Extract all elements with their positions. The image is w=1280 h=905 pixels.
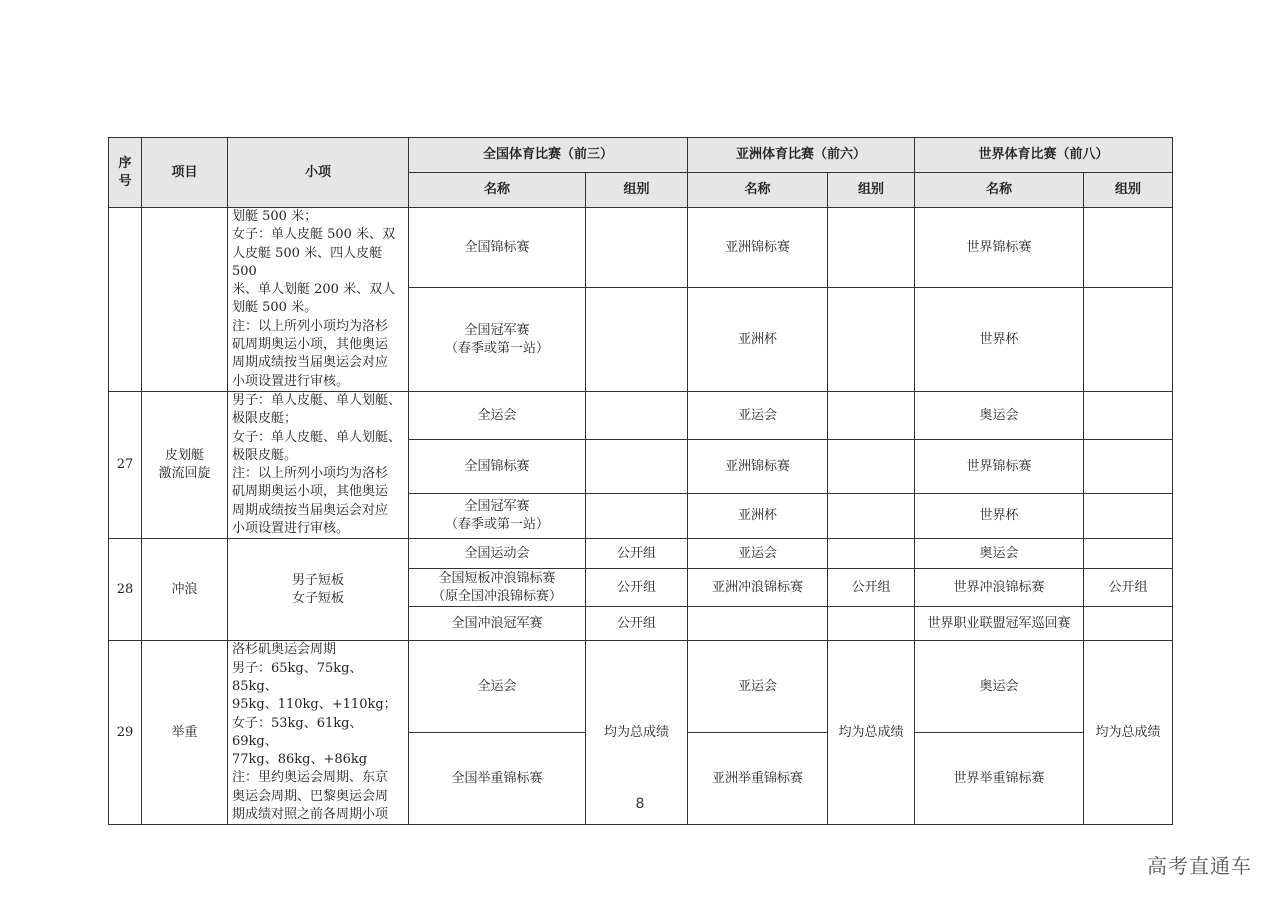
world-group-cell bbox=[1084, 539, 1173, 569]
header-world-group: 组别 bbox=[1084, 173, 1173, 208]
asia-name-cell: 亚洲冲浪锦标赛 bbox=[688, 569, 828, 607]
project-cell: 举重 bbox=[142, 641, 228, 825]
asia-name-cell: 亚洲举重锦标赛 bbox=[688, 732, 828, 825]
world-name-cell: 世界锦标赛 bbox=[915, 208, 1084, 288]
national-name-cell: 全国短板冲浪锦标赛 （原全国冲浪锦标赛） bbox=[409, 569, 586, 607]
world-name-cell: 奥运会 bbox=[915, 539, 1084, 569]
world-name-cell: 世界杯 bbox=[915, 288, 1084, 392]
seq-cell: 28 bbox=[109, 539, 142, 641]
world-group-cell bbox=[1084, 607, 1173, 641]
asia-group-cell bbox=[828, 288, 915, 392]
header-world-name: 名称 bbox=[915, 173, 1084, 208]
world-group-cell bbox=[1084, 208, 1173, 288]
asia-group-cell bbox=[828, 493, 915, 538]
table-row bbox=[109, 539, 1173, 569]
national-group-cell: 公开组 bbox=[586, 607, 688, 641]
national-name-cell: 全国锦标赛 bbox=[409, 208, 586, 288]
sub-text: 男子：单人皮艇、单人划艇、 极限皮艇； 女子：单人皮艇、单人划艇、 极限皮艇。 注：以上所列小项均为洛杉 矶周期奥运小项，其他奥运 周期成绩按当届奥运会对应 小项设置进行审核。 bbox=[232, 392, 402, 537]
national-name-cell: 全国冲浪冠军赛 bbox=[409, 607, 586, 641]
header-national-name: 名称 bbox=[409, 173, 586, 208]
asia-name-cell bbox=[688, 607, 828, 641]
world-name-cell: 奥运会 bbox=[915, 641, 1084, 732]
national-group-cell: 公开组 bbox=[586, 539, 688, 569]
asia-group-cell bbox=[828, 440, 915, 493]
header-asia: 亚洲体育比赛（前六） bbox=[688, 138, 915, 173]
asia-group-cell bbox=[828, 208, 915, 288]
sub-cell: 男子短板 女子短板 bbox=[228, 539, 409, 641]
sub-text: 划艇 500 米； 女子：单人皮艇 500 米、双 人皮艇 500 米、四人皮艇500 米、单人划艇 200 米、双人 划艇 500 米。 注：以上所列小项均为洛杉 矶周期奥运小项，其他奥运 周期成绩按当届奥运会对应 小项设置进行审核。 bbox=[232, 209, 396, 389]
asia-name-cell: 亚洲杯 bbox=[688, 288, 828, 392]
national-group-cell: 公开组 bbox=[586, 569, 688, 607]
national-name-cell: 全国举重锦标赛 bbox=[409, 732, 586, 825]
world-name-cell: 世界锦标赛 bbox=[915, 440, 1084, 493]
asia-name-cell: 亚洲锦标赛 bbox=[688, 440, 828, 493]
header-world: 世界体育比赛（前八） bbox=[915, 138, 1173, 173]
world-name-cell: 奥运会 bbox=[915, 391, 1084, 439]
national-group-cell bbox=[586, 208, 688, 288]
header-national-group: 组别 bbox=[586, 173, 688, 208]
sub-text: 洛杉矶奥运会周期 男子：65kg、75kg、85kg、 95kg、110kg、+110kg； 女子：53kg、61kg、69kg、 77kg、86kg、+86kg 注：里约奥运会周期、东京 奥运会周期、巴黎奥运会周 期成绩对照之前各周期小项 bbox=[232, 642, 397, 823]
world-group-cell bbox=[1084, 440, 1173, 493]
asia-group-cell: 公开组 bbox=[828, 569, 915, 607]
sub-cell bbox=[228, 391, 409, 538]
world-group-cell: 公开组 bbox=[1084, 569, 1173, 607]
project-cell: 皮划艇 激流回旋 bbox=[142, 391, 228, 538]
seq-cell: 27 bbox=[109, 391, 142, 538]
watermark: 高考直通车 bbox=[1147, 854, 1252, 878]
world-group-cell bbox=[1084, 288, 1173, 392]
table-row bbox=[109, 391, 1173, 439]
national-group-cell bbox=[586, 391, 688, 439]
table-row bbox=[109, 208, 1173, 288]
project-cell: 冲浪 bbox=[142, 539, 228, 641]
world-name-cell: 世界杯 bbox=[915, 493, 1084, 538]
seq-cell bbox=[109, 208, 142, 392]
national-group-cell: 均为总成绩 bbox=[586, 641, 688, 825]
world-name-cell: 世界职业联盟冠军巡回赛 bbox=[915, 607, 1084, 641]
national-name-cell: 全国锦标赛 bbox=[409, 440, 586, 493]
world-name-cell: 世界冲浪锦标赛 bbox=[915, 569, 1084, 607]
project-cell bbox=[142, 208, 228, 392]
header-asia-group: 组别 bbox=[828, 173, 915, 208]
national-name-cell: 全运会 bbox=[409, 641, 586, 732]
national-name-cell: 全国冠军赛 （春季或第一站） bbox=[409, 493, 586, 538]
world-group-cell: 均为总成绩 bbox=[1084, 641, 1173, 825]
world-group-cell bbox=[1084, 391, 1173, 439]
sub-cell bbox=[228, 208, 409, 392]
asia-group-cell bbox=[828, 539, 915, 569]
seq-cell: 29 bbox=[109, 641, 142, 825]
national-group-cell bbox=[586, 288, 688, 392]
table-row bbox=[109, 641, 1173, 732]
sports-standards-table bbox=[108, 137, 1173, 825]
asia-name-cell: 亚运会 bbox=[688, 539, 828, 569]
national-name-cell: 全国冠军赛 （春季或第一站） bbox=[409, 288, 586, 392]
asia-group-cell bbox=[828, 607, 915, 641]
header-asia-name: 名称 bbox=[688, 173, 828, 208]
header-project: 项目 bbox=[142, 138, 228, 208]
asia-name-cell: 亚运会 bbox=[688, 391, 828, 439]
national-group-cell bbox=[586, 493, 688, 538]
asia-name-cell: 亚洲锦标赛 bbox=[688, 208, 828, 288]
world-name-cell: 世界举重锦标赛 bbox=[915, 732, 1084, 825]
national-name-cell: 全国运动会 bbox=[409, 539, 586, 569]
header-seq: 序 号 bbox=[109, 138, 142, 208]
header-sub: 小项 bbox=[228, 138, 409, 208]
page-number: 8 bbox=[635, 796, 645, 812]
asia-name-cell: 亚运会 bbox=[688, 641, 828, 732]
asia-group-cell: 均为总成绩 bbox=[828, 641, 915, 825]
world-group-cell bbox=[1084, 493, 1173, 538]
national-group-cell bbox=[586, 440, 688, 493]
national-name-cell: 全运会 bbox=[409, 391, 586, 439]
asia-name-cell: 亚洲杯 bbox=[688, 493, 828, 538]
asia-group-cell bbox=[828, 391, 915, 439]
header-national: 全国体育比赛（前三） bbox=[409, 138, 688, 173]
